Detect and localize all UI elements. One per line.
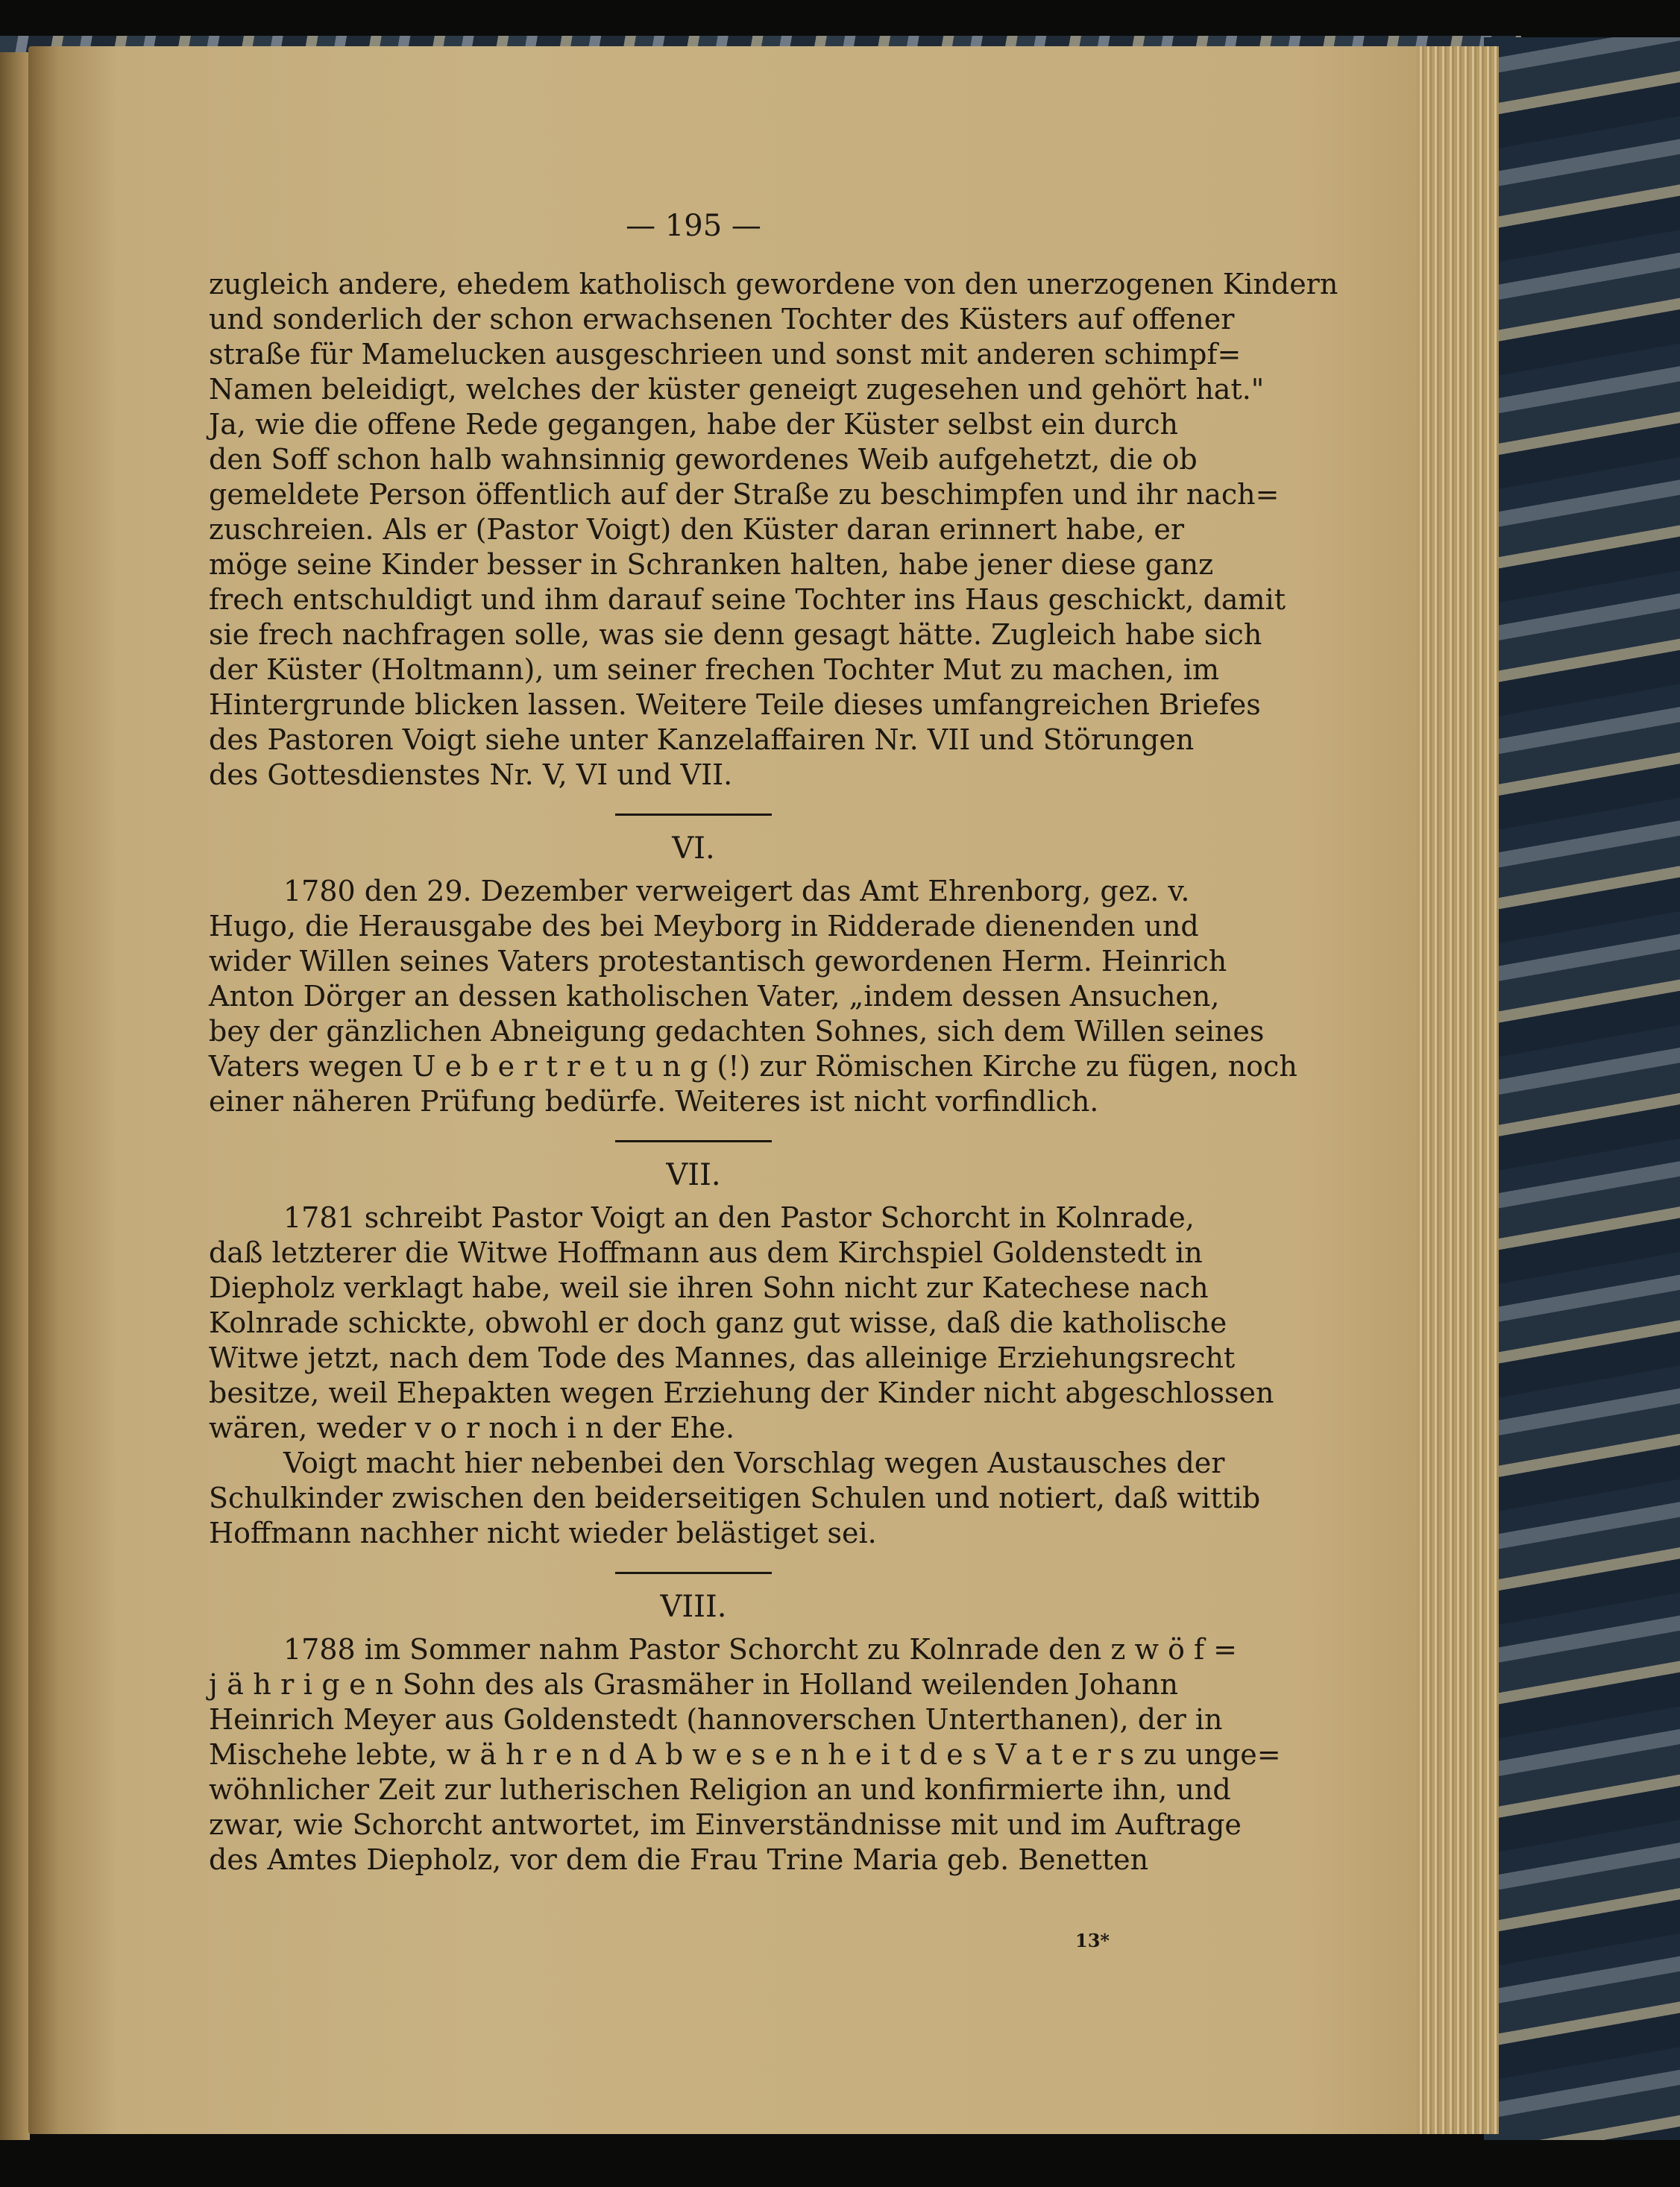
page-stack-edge <box>1417 46 1499 2134</box>
text-line: zugleich andere, ehedem katholisch gewordene von den unerzogenen Kindern <box>209 268 1338 300</box>
text-line: 1781 schreibt Pastor Voigt an den Pastor Schorcht in Kolnrade, <box>283 1201 1195 1234</box>
facing-page-edge <box>0 52 30 2140</box>
section-heading: VIII. <box>660 1590 727 1624</box>
signature-mark: 13* <box>1075 1930 1110 1951</box>
text-line: der Küster (Holtmann), um seiner frechen Tochter Mut zu machen, im <box>209 653 1220 686</box>
text-line: 1788 im Sommer nahm Pastor Schorcht zu Kolnrade den z w ö f = <box>283 1633 1237 1666</box>
text-line: zwar, wie Schorcht antwortet, im Einverständnisse mit und im Auftrage <box>209 1808 1242 1841</box>
text-line: des Gottesdienstes Nr. V, VI und VII. <box>209 758 733 791</box>
section-divider <box>615 1572 772 1574</box>
text-line: möge seine Kinder besser in Schranken halten, habe jener diese ganz <box>209 548 1214 581</box>
section-divider <box>615 814 772 816</box>
sections <box>209 814 1297 1878</box>
text-line: und sonderlich der schon erwachsenen Tochter des Küsters auf offener <box>209 303 1235 336</box>
text-line: einer näheren Prüfung bedürfe. Weiteres ist nicht vorfindlich. <box>209 1085 1099 1118</box>
text-line: wider Willen seines Vaters protestantisch gewordenen Herm. Heinrich <box>209 945 1227 978</box>
intro-paragraphs <box>209 267 1338 793</box>
text-line: Ja, wie die offene Rede gegangen, habe der Küster selbst ein durch <box>209 408 1178 441</box>
section-heading: VI. <box>672 831 715 866</box>
text-line: Heinrich Meyer aus Goldenstedt (hannoverschen Unterthanen), der in <box>209 1703 1223 1736</box>
text-line: Voigt macht hier nebenbei den Vorschlag wegen Austausches der <box>283 1447 1225 1479</box>
text-line: besitze, weil Ehepakten wegen Erziehung der Kinder nicht abgeschlossen <box>209 1376 1274 1409</box>
text-line: den Soff schon halb wahnsinnig gewordenes Weib aufgehetzt, die ob <box>209 443 1198 476</box>
text-line: frech entschuldigt und ihm darauf seine Tochter ins Haus geschickt, damit <box>209 583 1286 616</box>
text-line: daß letzterer die Witwe Hoffmann aus dem Kirchspiel Goldenstedt in <box>209 1236 1203 1269</box>
text-line: wären, weder v o r noch i n der Ehe. <box>209 1412 735 1444</box>
text-line: des Amtes Diepholz, vor dem die Frau Trine Maria geb. Benetten <box>209 1843 1149 1876</box>
text-line: gemeldete Person öffentlich auf der Straße zu beschimpfen und ihr nach= <box>209 478 1280 511</box>
text-line: Diepholz verklagt habe, weil sie ihren Sohn nicht zur Katechese nach <box>209 1271 1209 1304</box>
text-line: Mischehe lebte, w ä h r e n d A b w e s e n h e i t d e s V a t e r s zu unge= <box>209 1738 1281 1771</box>
text-line: wöhnlicher Zeit zur lutherischen Religion an und konfirmierte ihn, und <box>209 1773 1231 1806</box>
text-line: j ä h r i g e n Sohn des als Grasmäher in Holland weilenden Johann <box>209 1668 1178 1701</box>
text-line: Witwe jetzt, nach dem Tode des Mannes, das alleinige Erziehungsrecht <box>209 1341 1236 1374</box>
text-line: Hoffmann nachher nicht wieder belästiget sei. <box>209 1517 877 1549</box>
text-line: bey der gänzlichen Abneigung gedachten Sohnes, sich dem Willen seines <box>209 1015 1265 1048</box>
text-line: straße für Mamelucken ausgeschrieen und sonst mit anderen schimpf= <box>209 338 1242 371</box>
book-cover-marbled <box>1484 37 1680 2140</box>
text-line: Kolnrade schickte, obwohl er doch ganz gut wisse, daß die katholische <box>209 1306 1227 1339</box>
text-line: zuschreien. Als er (Pastor Voigt) den Küster daran erinnert habe, er <box>209 513 1185 546</box>
text-line: 1780 den 29. Dezember verweigert das Amt Ehrenborg, gez. v. <box>283 875 1190 907</box>
text-line: sie frech nachfragen solle, was sie denn gesagt hätte. Zugleich habe sich <box>209 618 1262 651</box>
text-line: Hintergrunde blicken lassen. Weitere Teile dieses umfangreichen Briefes <box>209 688 1261 721</box>
text-line: Schulkinder zwischen den beiderseitigen Schulen und notiert, daß wittib <box>209 1482 1261 1514</box>
text-line: Anton Dörger an dessen katholischen Vater, „indem dessen Ansuchen, <box>209 980 1220 1013</box>
text-line: Hugo, die Herausgabe des bei Meyborg in Ridderade dienenden und <box>209 910 1199 943</box>
text-line: Namen beleidigt, welches der küster geneigt zugesehen und gehört hat." <box>209 373 1265 406</box>
page-number-header: — 195 — <box>626 209 761 243</box>
page-text <box>209 209 1338 1878</box>
section-divider <box>615 1140 772 1142</box>
section-heading: VII. <box>666 1158 721 1192</box>
text-line: des Pastoren Voigt siehe unter Kanzelaffairen Nr. VII und Störungen <box>209 723 1195 756</box>
text-line: Vaters wegen U e b e r t r e t u n g (!) zur Römischen Kirche zu fügen, noch <box>209 1050 1297 1083</box>
